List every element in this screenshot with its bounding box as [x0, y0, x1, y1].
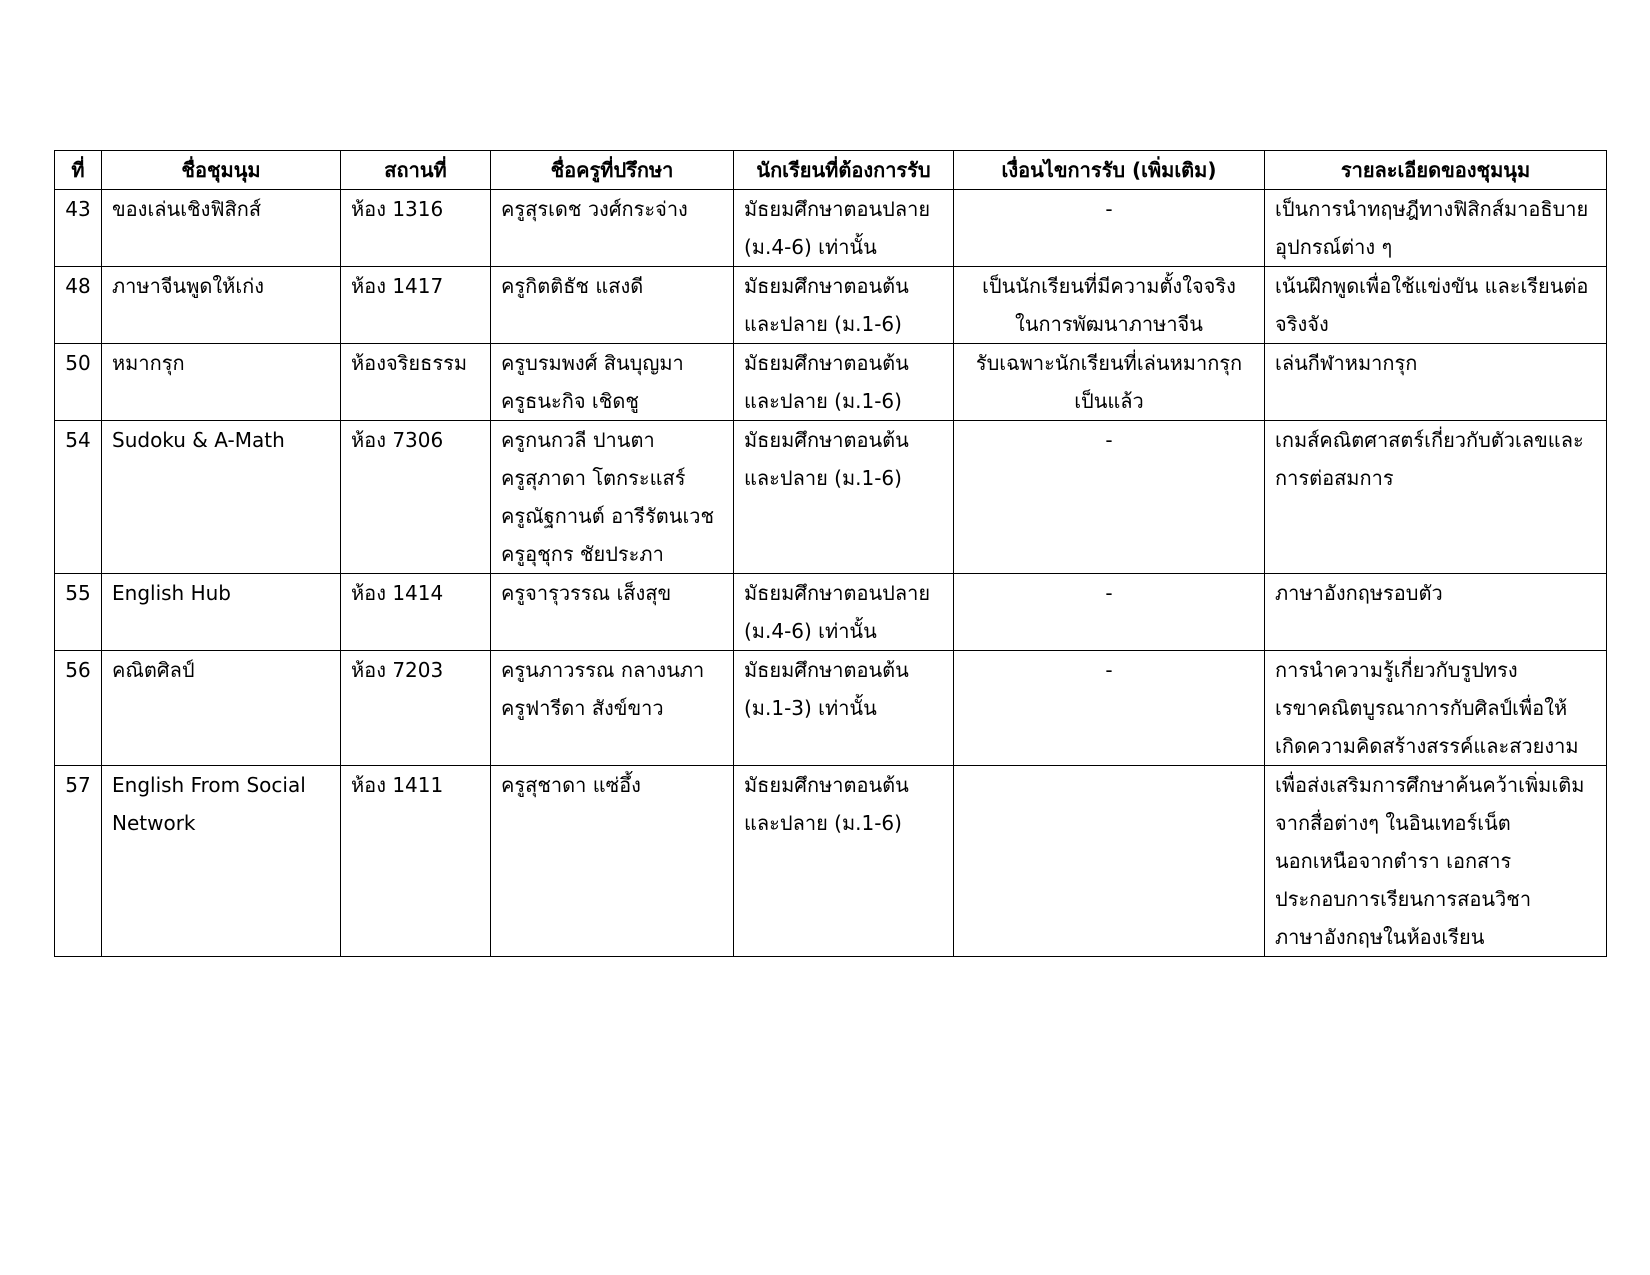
cell-students-line: มัธยมศึกษาตอนปลาย [744, 581, 931, 605]
cell-students-line: มัธยมศึกษาตอนต้น [744, 351, 909, 375]
cell-location: ห้อง 1411 [341, 766, 491, 957]
cell-no: 55 [55, 574, 102, 651]
cell-details [1265, 574, 1607, 651]
cell-details-line: จริงจัง [1275, 312, 1329, 336]
cell-no: 50 [55, 344, 102, 421]
cell-advisors [491, 267, 734, 344]
cell-details [1265, 267, 1607, 344]
cell-details-line: ภาษาอังกฤษในห้องเรียน [1275, 925, 1485, 949]
cell-details-line: จากสื่อต่างๆ ในอินเทอร์เน็ต [1275, 811, 1511, 835]
cell-details-line: เพื่อส่งเสริมการศึกษาค้นคว้าเพิ่มเติม [1275, 773, 1585, 797]
table-row [55, 267, 1607, 344]
cell-conditions-line: เป็นแล้ว [1074, 389, 1144, 413]
cell-details [1265, 344, 1607, 421]
cell-details-line: ประกอบการเรียนการสอนวิชา [1275, 887, 1532, 911]
cell-details-line: เรขาคณิตบูรณาการกับศิลป์เพื่อให้ [1275, 696, 1568, 720]
table-row [55, 344, 1607, 421]
cell-details-line: นอกเหนือจากตำรา เอกสาร [1275, 849, 1512, 873]
table-row [55, 190, 1607, 267]
cell-students-line: (ม.4-6) เท่านั้น [744, 619, 877, 643]
cell-students [734, 651, 954, 766]
cell-advisors-line: ครูสุรเดช วงศ์กระจ่าง [501, 197, 688, 221]
cell-students-line: และปลาย (ม.1-6) [744, 811, 902, 835]
cell-club-name [102, 421, 341, 574]
cell-advisors [491, 190, 734, 267]
cell-location: ห้อง 7203 [341, 651, 491, 766]
cell-location: ห้อง 1316 [341, 190, 491, 267]
cell-club-name [102, 766, 341, 957]
cell-details [1265, 421, 1607, 574]
cell-students-line: มัธยมศึกษาตอนปลาย [744, 197, 931, 221]
cell-location: ห้องจริยธรรม [341, 344, 491, 421]
cell-advisors-line: ครูจารุวรรณ เส็งสุข [501, 581, 672, 605]
cell-advisors [491, 766, 734, 957]
cell-conditions [954, 421, 1265, 574]
cell-details-line: การต่อสมการ [1275, 466, 1394, 490]
cell-club-name [102, 651, 341, 766]
cell-advisors-line: ครูธนะกิจ เชิดชู [501, 389, 639, 413]
cell-students-line: และปลาย (ม.1-6) [744, 312, 902, 336]
cell-club-name-line: Sudoku & A-Math [112, 428, 285, 452]
cell-advisors-line: ครูกนกวลี ปานตา [501, 428, 655, 452]
cell-club-name-line: English Hub [112, 581, 231, 605]
cell-advisors [491, 574, 734, 651]
header-row [55, 151, 1607, 190]
header-details: รายละเอียดของชุมนุม [1265, 151, 1607, 190]
cell-details-line: ภาษาอังกฤษรอบตัว [1275, 581, 1443, 605]
table-row [55, 651, 1607, 766]
cell-club-name [102, 267, 341, 344]
header-conditions: เงื่อนไขการรับ (เพิ่มเติม) [954, 151, 1265, 190]
cell-students [734, 574, 954, 651]
cell-location: ห้อง 7306 [341, 421, 491, 574]
cell-details [1265, 651, 1607, 766]
cell-conditions [954, 766, 1265, 957]
cell-advisors-line: ครูนภาวรรณ กลางนภา [501, 658, 705, 682]
cell-students-line: มัธยมศึกษาตอนต้น [744, 773, 909, 797]
cell-students-line: และปลาย (ม.1-6) [744, 389, 902, 413]
cell-students [734, 190, 954, 267]
cell-club-name-line: Network [112, 811, 196, 835]
cell-club-name-line: English From Social [112, 773, 306, 797]
cell-students [734, 344, 954, 421]
cell-conditions-line: - [1105, 197, 1113, 221]
cell-students [734, 421, 954, 574]
cell-conditions [954, 190, 1265, 267]
cell-no: 48 [55, 267, 102, 344]
cell-conditions-line: ในการพัฒนาภาษาจีน [1015, 312, 1203, 336]
cell-students [734, 766, 954, 957]
cell-details-line: การนำความรู้เกี่ยวกับรูปทรง [1275, 658, 1518, 682]
cell-conditions-line: - [1105, 658, 1113, 682]
cell-details-line: เน้นฝึกพูดเพื่อใช้แข่งขัน และเรียนต่อ [1275, 274, 1589, 298]
club-table [54, 150, 1607, 957]
cell-club-name-line: คณิตศิลป์ [112, 658, 195, 682]
cell-students-line: และปลาย (ม.1-6) [744, 466, 902, 490]
cell-students [734, 267, 954, 344]
cell-no: 43 [55, 190, 102, 267]
cell-details-line: เป็นการนำทฤษฎีทางฟิสิกส์มาอธิบาย [1275, 197, 1589, 221]
cell-club-name [102, 190, 341, 267]
cell-advisors [491, 651, 734, 766]
cell-students-line: มัธยมศึกษาตอนต้น [744, 274, 909, 298]
header-advisors: ชื่อครูที่ปรึกษา [491, 151, 734, 190]
cell-advisors-line: ครูสุชาดา แซ่อึ้ง [501, 773, 641, 797]
cell-club-name [102, 574, 341, 651]
cell-advisors-line: ครูณัฐกานต์ อารีรัตนเวช [501, 504, 715, 528]
cell-conditions-line: เป็นนักเรียนที่มีความตั้งใจจริง [982, 274, 1236, 298]
cell-conditions [954, 651, 1265, 766]
cell-no: 57 [55, 766, 102, 957]
cell-advisors-line: ครูกิตติธัช แสงดี [501, 274, 644, 298]
cell-advisors [491, 421, 734, 574]
cell-conditions-line: - [1105, 428, 1113, 452]
cell-no: 56 [55, 651, 102, 766]
cell-details-line: อุปกรณ์ต่าง ๆ [1275, 235, 1393, 259]
cell-club-name-line: ของเล่นเชิงฟิสิกส์ [112, 197, 262, 221]
cell-details-line: เกิดความคิดสร้างสรรค์และสวยงาม [1275, 734, 1579, 758]
cell-students-line: มัธยมศึกษาตอนต้น [744, 658, 909, 682]
cell-club-name [102, 344, 341, 421]
cell-advisors-line: ครูบรมพงศ์ สินบุญมา [501, 351, 684, 375]
cell-details-line: เกมส์คณิตศาสตร์เกี่ยวกับตัวเลขและ [1275, 428, 1584, 452]
cell-details-line: เล่นกีฬาหมากรุก [1275, 351, 1418, 375]
header-name: ชื่อชุมนุม [102, 151, 341, 190]
header-students: นักเรียนที่ต้องการรับ [734, 151, 954, 190]
table-body [55, 190, 1607, 957]
cell-conditions-line: รับเฉพาะนักเรียนที่เล่นหมากรุก [975, 351, 1243, 375]
cell-conditions [954, 574, 1265, 651]
table-row [55, 766, 1607, 957]
cell-students-line: (ม.4-6) เท่านั้น [744, 235, 877, 259]
cell-conditions [954, 267, 1265, 344]
table-row [55, 421, 1607, 574]
cell-location: ห้อง 1417 [341, 267, 491, 344]
cell-advisors-line: ครูอุชุกร ชัยประภา [501, 542, 664, 566]
cell-students-line: (ม.1-3) เท่านั้น [744, 696, 877, 720]
cell-conditions-line: - [1105, 581, 1113, 605]
cell-advisors-line: ครูสุภาดา โตกระแสร์ [501, 466, 686, 490]
header-no: ที่ [55, 151, 102, 190]
cell-details [1265, 766, 1607, 957]
header-location: สถานที่ [341, 151, 491, 190]
cell-no: 54 [55, 421, 102, 574]
cell-club-name-line: ภาษาจีนพูดให้เก่ง [112, 274, 265, 298]
table-row [55, 574, 1607, 651]
cell-advisors [491, 344, 734, 421]
cell-conditions [954, 344, 1265, 421]
cell-advisors-line: ครูฟารีดา สังข์ขาว [501, 696, 664, 720]
cell-students-line: มัธยมศึกษาตอนต้น [744, 428, 909, 452]
cell-details [1265, 190, 1607, 267]
cell-club-name-line: หมากรุก [112, 351, 185, 375]
cell-location: ห้อง 1414 [341, 574, 491, 651]
